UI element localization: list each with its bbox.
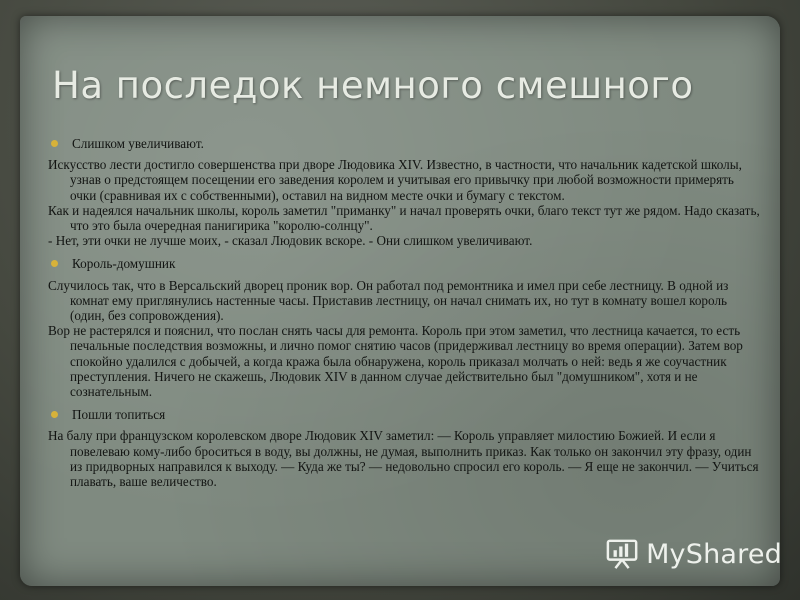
- paragraph: Случилось так, что в Версальский дворец проник вор. Он работал под ремонтника и имел при себе лестницу. В одной из комнат ему приглянулись настенные часы. Приставив лестницу, он начал снимать их, но тут в комнату вошел король (один, без сопровождения).: [48, 277, 729, 324]
- paragraph: Вор не растерялся и пояснил, что послан снять часы для ремонта. Король при этом заметил, что лестница качается, то есть печальные последствия возможны, и лично помог снятию часов (придерживал лестницу во время операции). Затем вор спокойно удалился с добычей, а когда кража была обнаружена, король приказал молчать о ней: ведь я же соучастник преступления. Ничего не скажешь, Людовик XIV в данном случае действительно был "домушником", хотя и не сознательным.: [48, 323, 743, 400]
- section-heading-2: [48, 256, 760, 271]
- slide-title: На последок немного смешного: [52, 64, 694, 107]
- bullet-dot-icon: [51, 140, 58, 147]
- paragraph: Как и надеялся начальник школы, король заметил "приманку" и начал проверять очки, благо текст тут же рядом. Надо сказать, что это была очередная панигирика "королю-солнцу".: [48, 202, 760, 234]
- presentation-board-icon: [606, 537, 638, 571]
- section-body-3: [48, 428, 760, 489]
- section-heading-1: [48, 136, 760, 151]
- paragraph: Искусство лести достигло совершенства при дворе Людовика XIV. Известно, в частности, что начальник кадетской школы, узнав о предстоящем посещении его заведения королем и учитывая его привычку при любой возможности примерять очки (сравнивая их с собственными), оставил на видном месте очки и бумагу с текстом.: [48, 157, 742, 203]
- logo-text: MyShared: [646, 538, 782, 570]
- bullet-dot-icon: [51, 260, 58, 267]
- section-body-1: [48, 157, 760, 248]
- section-heading-text: Слишком увеличивают.: [72, 136, 204, 151]
- slide-body: [48, 136, 760, 497]
- section-heading-3: [48, 407, 760, 422]
- myshared-logo[interactable]: [606, 534, 782, 574]
- bullet-dot-icon: [51, 411, 58, 418]
- section-body-2: [48, 278, 760, 400]
- paragraph: На балу при французском королевском дворе Людовик XIV заметил: — Король управляет милостию Божией. И если я повелеваю кому-либо броситься в воду, вы должны, не думая, выполнить приказ. Как только он закончил эту фразу, один из придворных направился к выходу. — Куда же ты? — недовольно спросил его король. — Я еще не закончил. — Учиться плавать, ваше величество.: [48, 428, 759, 490]
- paragraph: - Нет, эти очки не лучше моих, - сказал Людовик вскоре. - Они слишком увеличивают.: [48, 233, 533, 249]
- section-heading-text: Пошли топиться: [72, 407, 166, 423]
- section-heading-text: Король-домушник: [72, 256, 176, 272]
